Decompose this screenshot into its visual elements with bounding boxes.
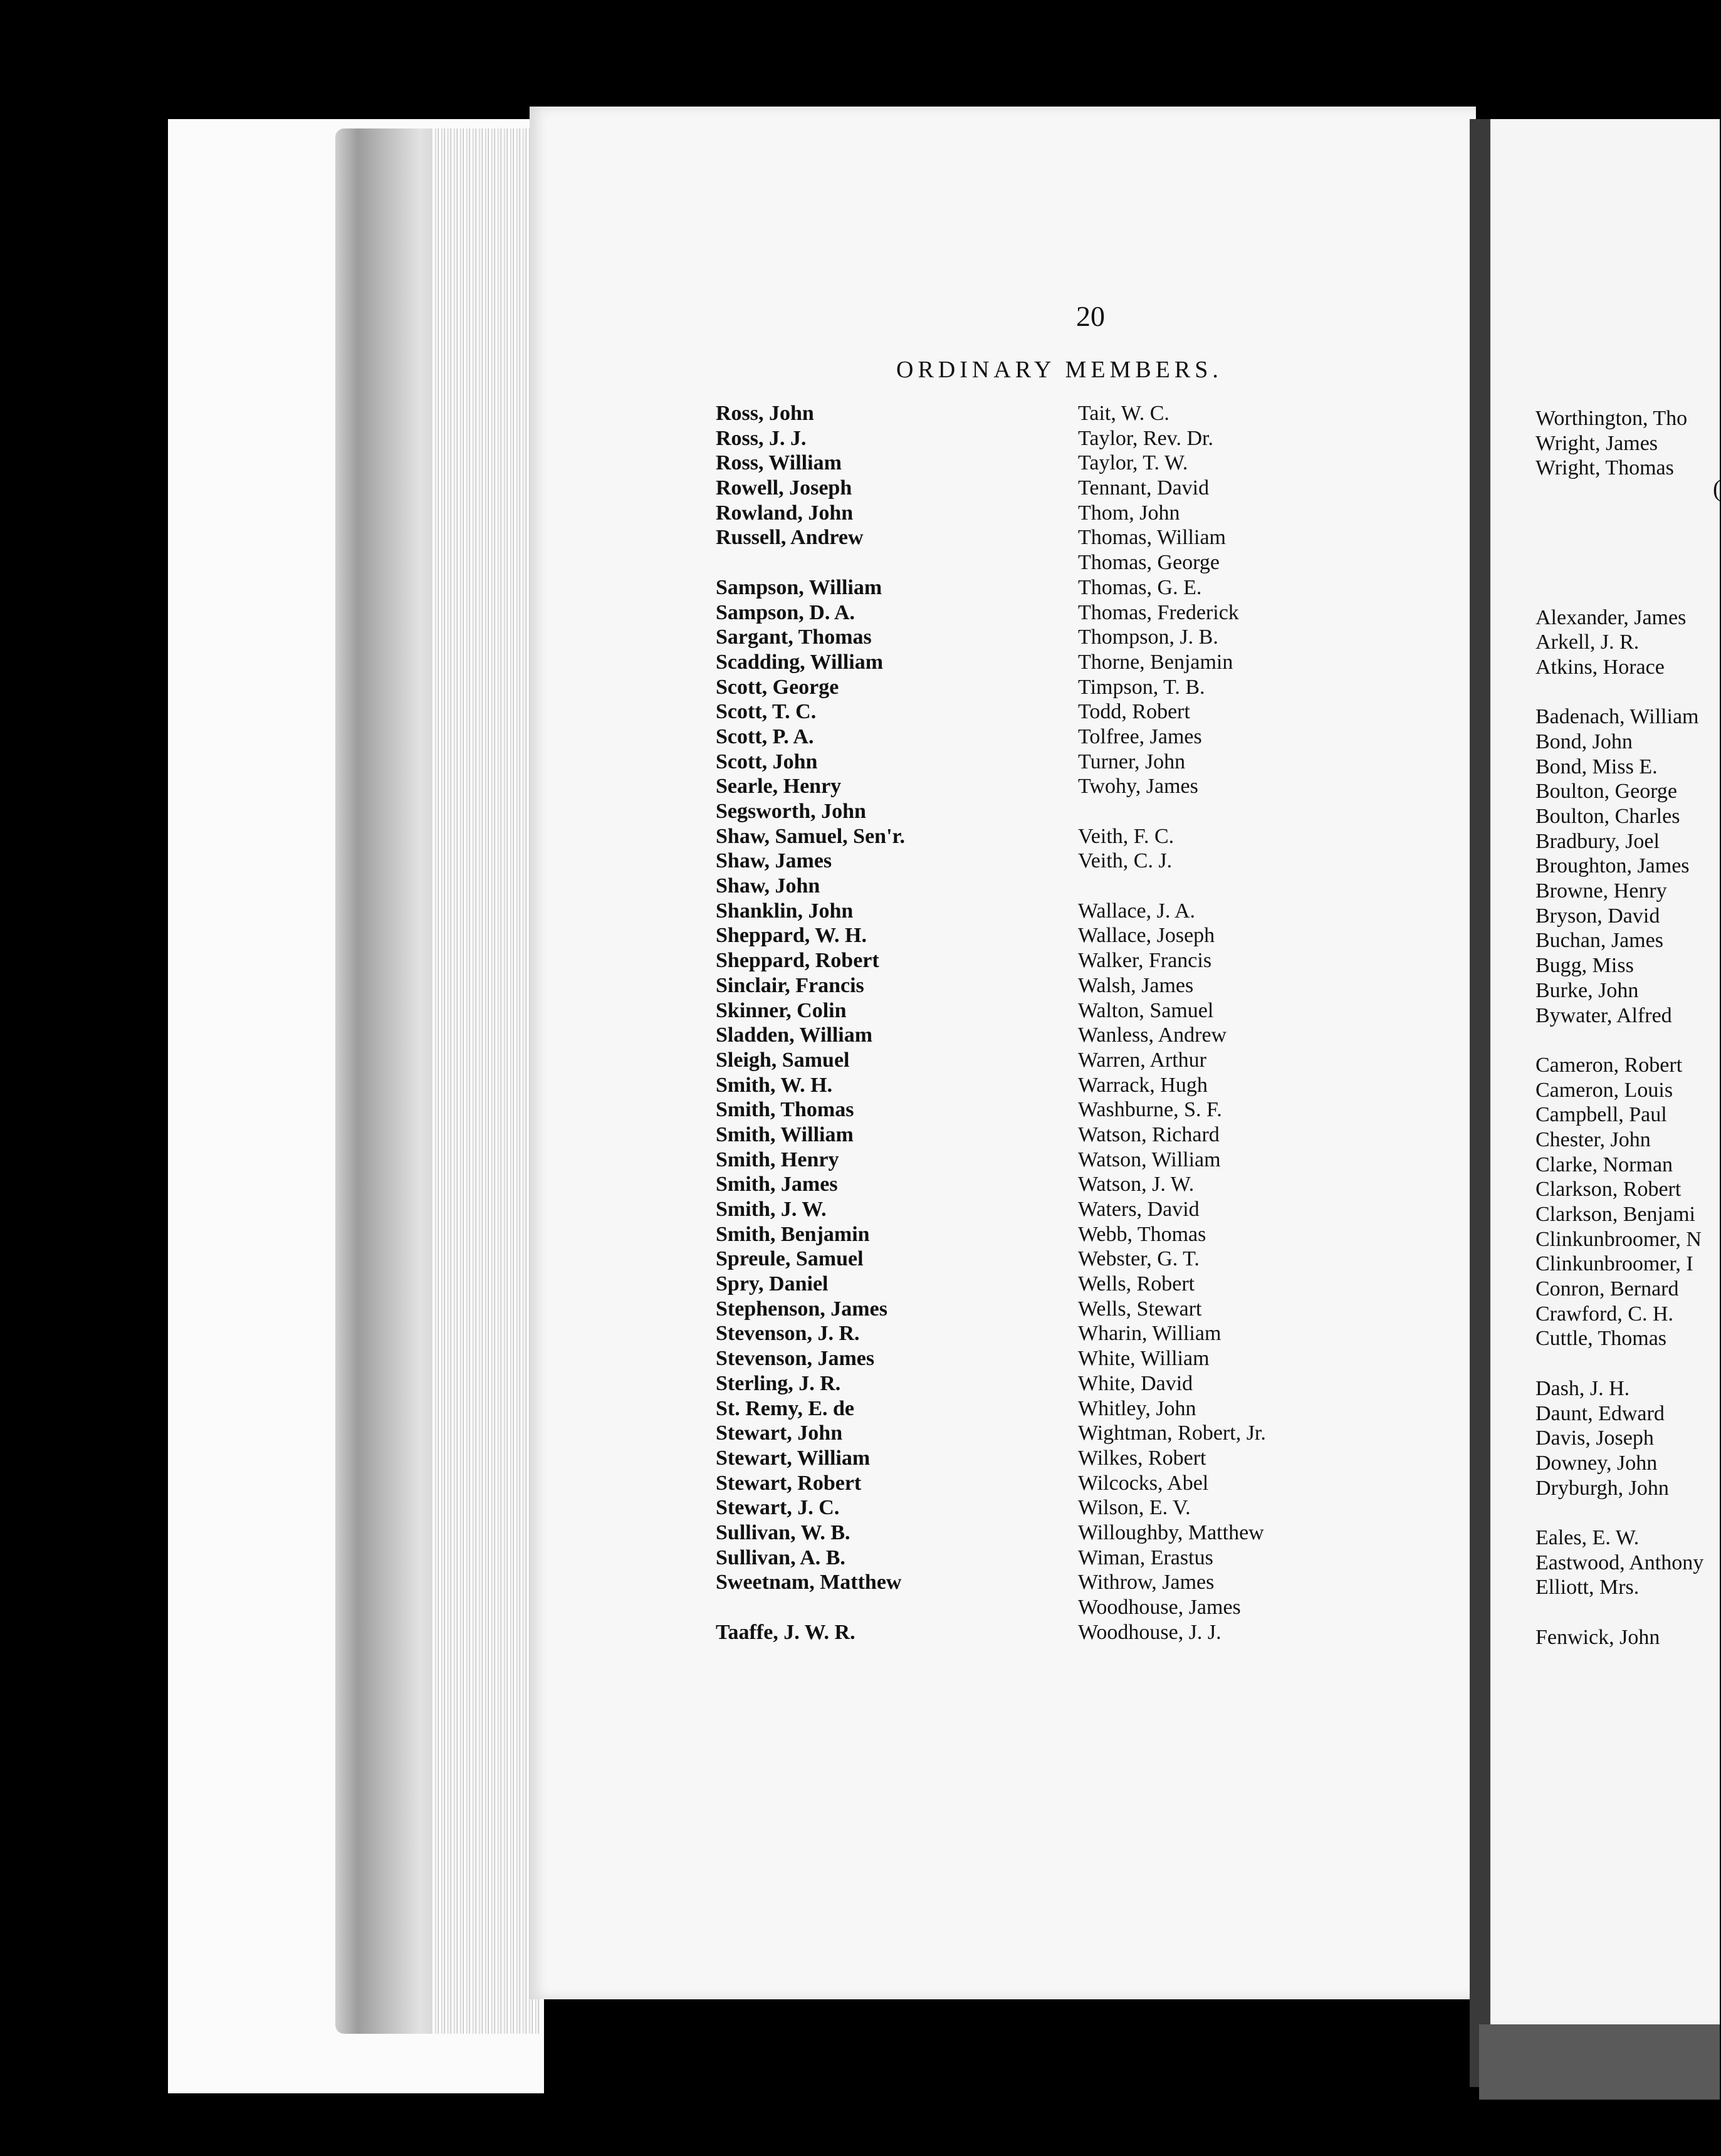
member-entry: Smith, William: [716, 1122, 854, 1146]
member-entry: Withrow, James: [1078, 1571, 1215, 1594]
member-entry: Stewart, Robert: [716, 1471, 862, 1495]
member-entry: Clarkson, Robert: [1535, 1178, 1682, 1201]
member-entry: Rowland, John: [716, 501, 854, 525]
member-entry: Tennant, David: [1078, 476, 1210, 500]
member-entry: Russell, Andrew: [716, 526, 864, 550]
list-spacer: [1535, 1351, 1703, 1376]
member-entry: Bond, John: [1535, 730, 1633, 753]
member-entry: Sinclair, Francis: [716, 973, 864, 997]
member-entry: Scott, P. A.: [716, 725, 814, 748]
right-page-heading: (: [1713, 476, 1721, 502]
member-entry: Fenwick, John: [1535, 1625, 1660, 1649]
list-spacer: [1535, 680, 1703, 705]
member-entry: Walton, Samuel: [1078, 998, 1214, 1022]
member-entry: Downey, John: [1535, 1451, 1658, 1475]
member-entry: Davis, Joseph: [1535, 1426, 1654, 1450]
member-entry: Scott, John: [716, 750, 818, 773]
member-entry: Stephenson, James: [716, 1297, 887, 1321]
member-entry: Webb, Thomas: [1078, 1222, 1206, 1246]
right-page: [1490, 119, 1720, 2031]
member-entry: Ross, William: [716, 451, 842, 475]
member-entry: Sargant, Thomas: [716, 625, 872, 649]
member-entry: Wilkes, Robert: [1078, 1446, 1206, 1470]
member-entry: Bywater, Alfred: [1535, 1003, 1672, 1027]
member-entry: Wright, James: [1535, 431, 1658, 455]
list-spacer: [716, 550, 905, 575]
member-entry: Eastwood, Anthony: [1535, 1551, 1704, 1574]
member-entry: Veith, C. J.: [1078, 849, 1173, 873]
member-entry: Wallace, Joseph: [1078, 924, 1215, 948]
list-spacer: [1535, 1028, 1703, 1053]
member-list-middle: [1078, 401, 1266, 1645]
member-entry: Conron, Bernard: [1535, 1277, 1679, 1301]
member-entry: Searle, Henry: [716, 775, 842, 798]
member-entry: Bugg, Miss: [1535, 954, 1634, 978]
member-entry: Todd, Robert: [1078, 700, 1190, 724]
member-entry: Smith, Henry: [716, 1148, 839, 1171]
member-entry: Stewart, John: [716, 1421, 843, 1445]
book-bottom-edge: [1479, 2024, 1720, 2100]
member-entry: Chester, John: [1535, 1128, 1651, 1151]
member-entry: White, William: [1078, 1347, 1210, 1371]
list-spacer: [1535, 580, 1703, 605]
member-entry: Worthington, Tho: [1535, 407, 1688, 430]
member-entry: Stevenson, James: [716, 1347, 875, 1371]
member-entry: Skinner, Colin: [716, 998, 847, 1022]
section-heading: ORDINARY MEMBERS.: [896, 357, 1223, 383]
member-entry: Dash, J. H.: [1535, 1376, 1630, 1400]
member-entry: Waters, David: [1078, 1198, 1200, 1221]
member-entry: Taylor, Rev. Dr.: [1078, 426, 1213, 450]
member-entry: Rowell, Joseph: [716, 476, 852, 500]
member-entry: Ross, J. J.: [716, 426, 807, 450]
list-spacer: [1535, 555, 1703, 580]
member-entry: Elliott, Mrs.: [1535, 1576, 1640, 1599]
member-entry: Cuttle, Thomas: [1535, 1327, 1667, 1351]
member-entry: Browne, Henry: [1535, 879, 1667, 903]
member-entry: Tolfree, James: [1078, 725, 1202, 748]
member-entry: Segsworth, John: [716, 800, 866, 823]
member-entry: Bond, Miss E.: [1535, 755, 1658, 778]
member-entry: Crawford, C. H.: [1535, 1302, 1674, 1326]
member-entry: Thompson, J. B.: [1078, 625, 1218, 649]
member-entry: Tait, W. C.: [1078, 402, 1169, 425]
member-entry: Shaw, James: [716, 849, 832, 873]
list-spacer: [1535, 1500, 1703, 1525]
member-entry: Wightman, Robert, Jr.: [1078, 1421, 1266, 1445]
member-entry: Cameron, Louis: [1535, 1078, 1673, 1102]
list-spacer: [1535, 481, 1703, 506]
member-entry: Sweetnam, Matthew: [716, 1571, 902, 1594]
member-entry: Taaffe, J. W. R.: [716, 1620, 855, 1644]
member-entry: Wallace, J. A.: [1078, 899, 1196, 923]
member-entry: Smith, Benjamin: [716, 1222, 870, 1246]
member-entry: Shaw, John: [716, 874, 820, 898]
page-edges: [432, 128, 539, 2034]
member-entry: Webster, G. T.: [1078, 1247, 1200, 1271]
member-entry: Stewart, J. C.: [716, 1496, 840, 1520]
member-entry: Woodhouse, James: [1078, 1596, 1241, 1619]
member-entry: Whitley, John: [1078, 1396, 1196, 1420]
list-spacer: [1078, 874, 1266, 899]
member-entry: Sampson, D. A.: [716, 600, 855, 624]
member-entry: Bradbury, Joel: [1535, 829, 1660, 853]
member-entry: Thomas, William: [1078, 526, 1226, 550]
member-entry: Daunt, Edward: [1535, 1401, 1665, 1425]
member-entry: Clarkson, Benjami: [1535, 1203, 1695, 1226]
member-entry: Boulton, George: [1535, 780, 1678, 803]
page-number: 20: [1076, 300, 1105, 332]
member-entry: Dryburgh, John: [1535, 1476, 1669, 1500]
member-entry: Walker, Francis: [1078, 949, 1212, 973]
member-entry: Sladden, William: [716, 1023, 873, 1047]
member-entry: Walsh, James: [1078, 973, 1194, 997]
member-entry: St. Remy, E. de: [716, 1396, 854, 1420]
member-entry: Thomas, G. E.: [1078, 575, 1202, 599]
member-entry: Campbell, Paul: [1535, 1103, 1667, 1127]
member-entry: Warren, Arthur: [1078, 1048, 1206, 1072]
member-entry: Sheppard, W. H.: [716, 924, 867, 948]
member-entry: Scadding, William: [716, 650, 884, 674]
member-entry: Smith, J. W.: [716, 1198, 827, 1221]
member-entry: Stewart, William: [716, 1446, 871, 1470]
member-entry: Wells, Stewart: [1078, 1297, 1202, 1321]
member-entry: Boulton, Charles: [1535, 805, 1680, 828]
member-entry: Woodhouse, J. J.: [1078, 1620, 1221, 1644]
member-entry: Wilcocks, Abel: [1078, 1471, 1209, 1495]
member-entry: Washburne, S. F.: [1078, 1098, 1222, 1122]
member-entry: Wharin, William: [1078, 1322, 1221, 1346]
member-entry: Broughton, James: [1535, 854, 1690, 878]
member-entry: Twohy, James: [1078, 775, 1198, 798]
member-entry: Wells, Robert: [1078, 1272, 1195, 1296]
list-spacer: [1535, 1600, 1703, 1625]
member-entry: Thomas, Frederick: [1078, 600, 1239, 624]
member-entry: Veith, F. C.: [1078, 824, 1174, 848]
member-entry: Smith, James: [716, 1173, 838, 1196]
member-entry: Clinkunbroomer, I: [1535, 1252, 1693, 1276]
member-entry: Stevenson, J. R.: [716, 1322, 860, 1346]
member-entry: Thorne, Benjamin: [1078, 650, 1233, 674]
member-entry: Smith, Thomas: [716, 1098, 854, 1122]
member-entry: Sterling, J. R.: [716, 1371, 841, 1395]
member-entry: Timpson, T. B.: [1078, 675, 1205, 699]
member-entry: Sleigh, Samuel: [716, 1048, 850, 1072]
member-entry: Warrack, Hugh: [1078, 1073, 1208, 1097]
member-entry: Arkell, J. R.: [1535, 631, 1640, 654]
member-entry: Ross, John: [716, 402, 814, 425]
list-spacer: [1535, 530, 1703, 555]
member-entry: Watson, J. W.: [1078, 1173, 1195, 1196]
member-entry: Clinkunbroomer, N: [1535, 1227, 1702, 1251]
member-entry: Wanless, Andrew: [1078, 1023, 1227, 1047]
member-entry: Watson, Richard: [1078, 1122, 1220, 1146]
member-entry: Sullivan, A. B.: [716, 1546, 845, 1569]
member-entry: Watson, William: [1078, 1148, 1221, 1171]
member-entry: Scott, George: [716, 675, 839, 699]
member-entry: Wilson, E. V.: [1078, 1496, 1191, 1520]
member-entry: Eales, E. W.: [1535, 1525, 1640, 1549]
member-list-left: [716, 401, 905, 1645]
member-entry: Sampson, William: [716, 575, 882, 599]
member-entry: Scott, T. C.: [716, 700, 817, 724]
list-spacer: [1535, 506, 1703, 531]
member-entry: Spry, Daniel: [716, 1272, 829, 1296]
member-entry: Thom, John: [1078, 501, 1180, 525]
member-entry: Sheppard, Robert: [716, 949, 879, 973]
member-entry: Spreule, Samuel: [716, 1247, 864, 1271]
member-entry: Bryson, David: [1535, 904, 1660, 928]
member-entry: Turner, John: [1078, 750, 1186, 773]
member-entry: Buchan, James: [1535, 929, 1663, 953]
member-entry: Willoughby, Matthew: [1078, 1520, 1264, 1544]
member-entry: Taylor, T. W.: [1078, 451, 1188, 475]
member-list-right: [1490, 406, 1703, 1650]
member-entry: Atkins, Horace: [1535, 655, 1665, 679]
member-entry: Wright, Thomas: [1535, 456, 1674, 480]
member-entry: Badenach, William: [1535, 705, 1699, 729]
member-entry: Thomas, George: [1078, 551, 1220, 575]
member-entry: Burke, John: [1535, 978, 1639, 1002]
list-spacer: [716, 1595, 905, 1620]
left-page: [530, 107, 1476, 1999]
member-entry: Wiman, Erastus: [1078, 1546, 1213, 1569]
member-entry: Cameron, Robert: [1535, 1053, 1683, 1077]
list-spacer: [1078, 799, 1266, 824]
member-entry: White, David: [1078, 1371, 1193, 1395]
member-entry: Smith, W. H.: [716, 1073, 833, 1097]
member-entry: Clarke, Norman: [1535, 1153, 1673, 1176]
member-entry: Shanklin, John: [716, 899, 854, 923]
member-entry: Alexander, James: [1535, 605, 1687, 629]
member-entry: Sullivan, W. B.: [716, 1520, 850, 1544]
member-entry: Shaw, Samuel, Sen'r.: [716, 824, 905, 848]
